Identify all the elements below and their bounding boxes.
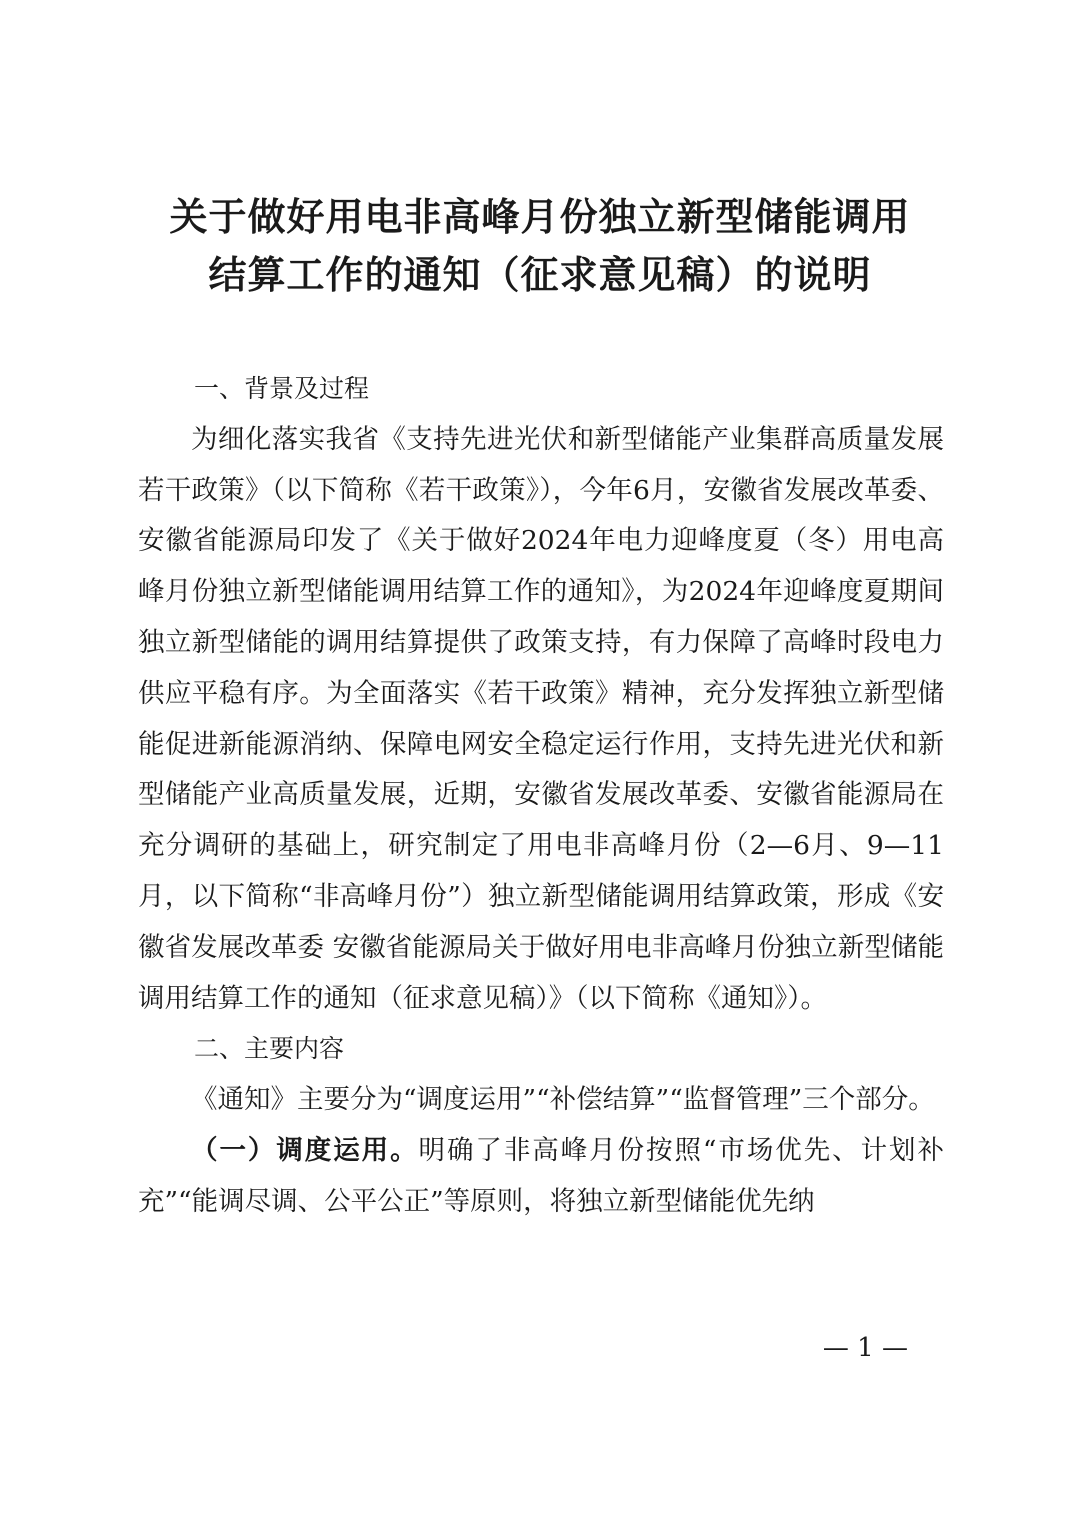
section-heading-background: 一、背景及过程 (194, 374, 370, 403)
main-content-paragraph: 《通知》主要分为“调度运用”“补偿结算”“监督管理”三个部分。 (191, 1084, 935, 1116)
document-body (138, 364, 944, 1228)
title-line-1: 关于做好用电非高峰月份独立新型储能调用 (169, 195, 911, 239)
background-paragraph: 为细化落实我省《支持先进光伏和新型储能产业集群高质量发展若干政策》（以下简称《若干政策》），今年6月，安徽省发展改革委、安徽省能源局印发了《关于做好2024年电力迎峰度夏（冬）用电高峰月份独立新型储能调用结算工作的通知》，为2024年迎峰度夏期间独立新型储能的调用结算提供了政策支持，有力保障了高峰时段电力供应平稳有序。为全面落实《若干政策》精神，充分发挥独立新型储能促进新能源消纳、保障电网安全稳定运行作用，支持先进光伏和新型储能产业高质量发展，近期，安徽省发展改革委、安徽省能源局在充分调研的基础上，研究制定了用电非高峰月份（2—6月、9—11月，以下简称“非高峰月份”）独立新型储能调用结算政策，形成《安徽省发展改革委 安徽省能源局关于做好用电非高峰月份独立新型储能调用结算工作的通知（征求意见稿）》（以下简称《通知》）。 (138, 423, 944, 1014)
document-title (0, 188, 1080, 304)
dispatch-lead: （一）调度运用。 (191, 1134, 419, 1166)
title-line-2: 结算工作的通知（征求意见稿）的说明 (208, 253, 872, 297)
dispatch-text: 明确了非高峰月份按照“市场优先、计划补充”“能调尽调、公平公正”等原则，将独立新型储能优先纳 (138, 1134, 944, 1217)
section-heading-main-content: 二、主要内容 (194, 1034, 345, 1064)
dispatch-paragraph (138, 1126, 944, 1228)
page-number: — 1 — (822, 1333, 908, 1363)
